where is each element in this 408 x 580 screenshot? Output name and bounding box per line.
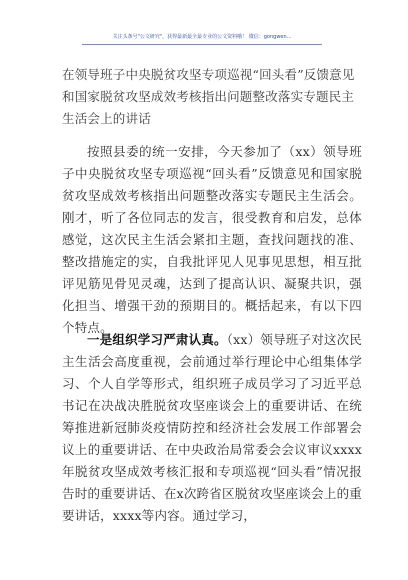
paragraph-body: （xx）领导班子对这次民主生活会高度重视，会前通过举行理论中心组集体学习、个人自学等形式，组织班子成员学习了习近平总书记在决战决胜脱贫攻坚座谈会上的重要讲话、在统筹推进新冠肺炎疫情防控和经济社会发展工作部署会议上的重要讲话、在中央政治局常委会会议审议xxxx年脱贫攻坚成效考核汇报和专项巡视“回头看”情况报告时的重要讲话、在x次跨省区脱贫攻坚座谈会上的重要讲话，xxxx等内容。通过学习，	[62, 332, 363, 523]
banner-text: 关注头条号"公文研究"，获得最新最全最专业的公文资料哦！ 微信：gongwen...	[112, 34, 292, 40]
paragraph-intro: 按照县委的统一安排，今天参加了（xx）领导班子中央脱贫攻坚专项巡视“回头看”反馈意见和国家脱贫攻坚成效考核指出问题整改落实专题民主生活会。刚才，听了各位同志的发言，很受教育和启发，总体感觉，这次民主生活会紧扣主题，查找问题找的准、整改措施定的实，自我批评见人见事见思想，相互批评见筋见骨见灵魂，达到了提高认识、凝聚共识，强化担当、增强干劲的预期目的。概括起来，有以下四个特点。	[62, 144, 362, 335]
header-banner	[82, 32, 322, 45]
paragraph-point-one	[62, 329, 362, 527]
document-title: 在领导班子中央脱贫攻坚专项巡视“回头看”反馈意见和国家脱贫攻坚成效考核指出问题整改落实专题民主生活会上的讲话	[62, 67, 355, 126]
paragraph-lead-heading: 一是组织学习严肃认真。	[87, 332, 227, 347]
